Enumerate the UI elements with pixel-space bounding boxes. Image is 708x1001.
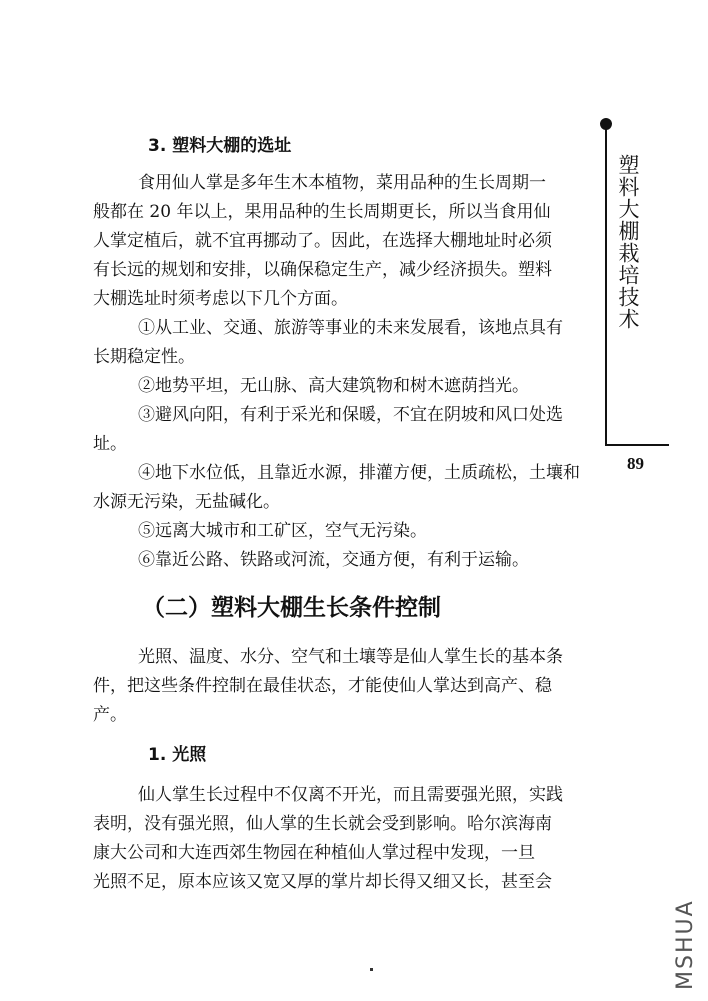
list-item-line: ④地下水位低，且靠近水源，排灌方便，土质疏松，土壤和 (138, 463, 580, 483)
list-item-line: ⑤远离大城市和工矿区，空气无污染。 (138, 521, 427, 541)
paragraph-line: 大棚选址时须考虑以下几个方面。 (93, 289, 348, 309)
list-item-line: 址。 (93, 434, 127, 454)
list-item-line: ①从工业、交通、旅游等事业的未来发展看，该地点具有 (138, 318, 563, 338)
margin-vertical-rule (605, 128, 607, 446)
paragraph-line: 表明，没有强光照，仙人掌的生长就会受到影响。哈尔滨海南 (93, 814, 552, 834)
list-item-line: ②地势平坦，无山脉、高大建筑物和树木遮荫挡光。 (138, 376, 529, 396)
running-chapter-title: 塑料大棚栽培技术 (616, 154, 640, 330)
paragraph-line: 光照、温度、水分、空气和土壤等是仙人掌生长的基本条 (138, 647, 563, 667)
paragraph-line: 人掌定植后，就不宜再挪动了。因此，在选择大棚地址时必须 (93, 231, 552, 251)
paragraph-line: 件，把这些条件控制在最佳状态，才能使仙人掌达到高产、稳 (93, 676, 552, 696)
margin-horizontal-rule (605, 444, 669, 446)
list-item-line: 长期稳定性。 (93, 347, 195, 367)
section-heading-light: 1. 光照 (148, 745, 207, 765)
paragraph-line: 光照不足，原本应该又宽又厚的掌片却长得又细又长，甚至会 (93, 872, 552, 892)
watermark-text: MSHUA (673, 899, 698, 990)
section-heading-site: 3. 塑料大棚的选址 (148, 136, 292, 156)
paragraph-line: 康大公司和大连西郊生物园在种植仙人掌过程中发现，一旦 (93, 843, 535, 863)
list-item-line: ⑥靠近公路、铁路或河流，交通方便，有利于运输。 (138, 550, 529, 570)
scan-speck (370, 968, 373, 971)
list-item-line: 水源无污染，无盐碱化。 (93, 492, 280, 512)
paragraph-line: 仙人掌生长过程中不仅离不开光，而且需要强光照，实践 (138, 785, 563, 805)
paragraph-line: 有长远的规划和安排，以确保稳定生产，减少经济损失。塑料 (93, 260, 552, 280)
paragraph-line: 食用仙人掌是多年生木本植物，菜用品种的生长周期一 (138, 173, 546, 193)
paragraph-line: 般都在 20 年以上，果用品种的生长周期更长，所以当食用仙 (93, 202, 551, 222)
list-item-line: ③避风向阳，有利于采光和保暖，不宜在阴坡和风口处选 (138, 405, 563, 425)
paragraph-line: 产。 (93, 705, 127, 725)
page-number: 89 (627, 454, 644, 473)
chapter-section-heading: （二）塑料大棚生长条件控制 (142, 595, 441, 621)
